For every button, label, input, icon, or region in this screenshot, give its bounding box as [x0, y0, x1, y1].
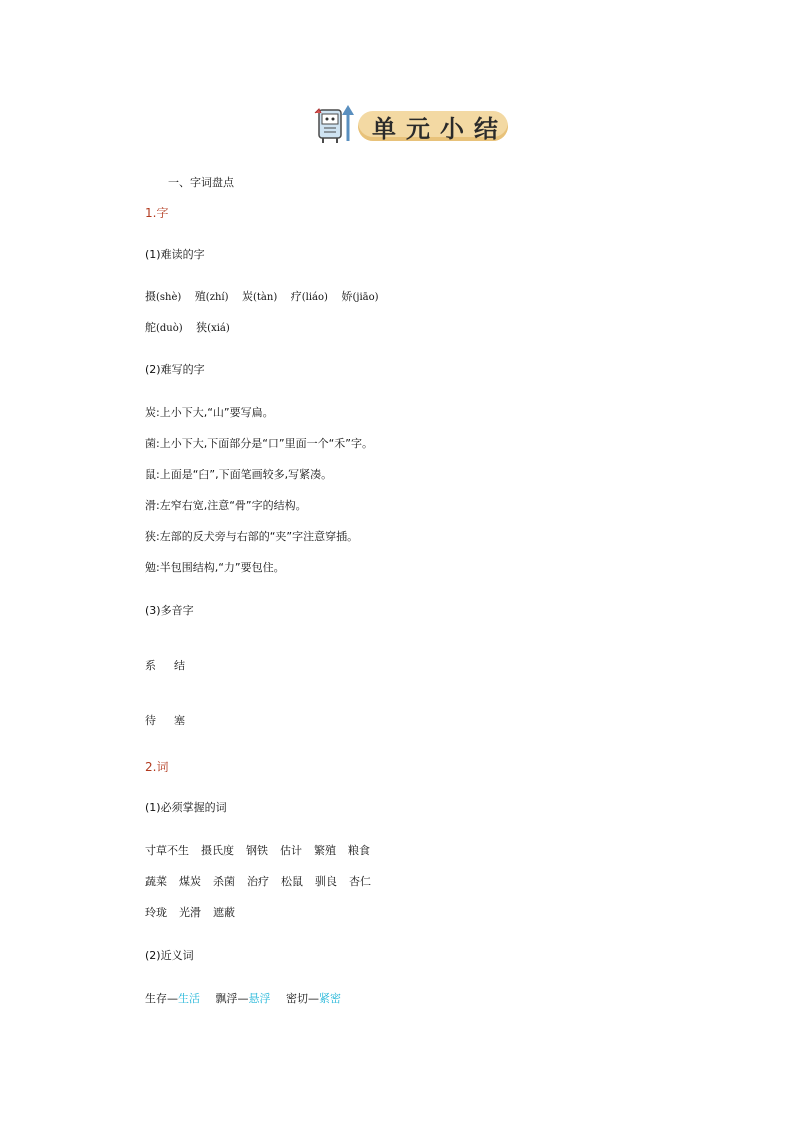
vocab-word: 松鼠	[281, 875, 303, 888]
char-item: 娇(jiāo)	[341, 290, 379, 303]
words-row-2	[145, 875, 383, 889]
vocab-word: 粮食	[348, 844, 370, 857]
subsection-characters: 1.字	[145, 206, 169, 220]
vocab-word: 寸草不生	[145, 844, 189, 857]
vocab-word: 钢铁	[246, 844, 268, 857]
polyphone-row-1	[145, 659, 185, 673]
vocab-word: 治疗	[247, 875, 269, 888]
synonym-pair: 密切—紧密	[286, 992, 341, 1005]
hard-write-item: 炭:上小下大,“山”要写扁。	[145, 406, 274, 419]
vocab-word: 繁殖	[314, 844, 336, 857]
char-item: 舵(duò)	[145, 321, 183, 334]
vocab-word: 蔬菜	[145, 875, 167, 888]
polyphone-char: 待	[145, 714, 156, 727]
vocab-word: 杀菌	[213, 875, 235, 888]
hard-read-row-1	[145, 290, 379, 305]
subsection-words: 2.词	[145, 760, 169, 774]
vocab-word: 煤炭	[179, 875, 201, 888]
polyphone-char: 结	[174, 659, 185, 672]
polyphone-char: 系	[145, 659, 156, 672]
words-row-3	[145, 906, 247, 920]
char-item: 炭(tàn)	[242, 290, 278, 303]
hard-write-item: 菌:上小下大,下面部分是“口”里面一个“禾”字。	[145, 437, 373, 450]
synonym-pair: 生存—生活	[145, 992, 200, 1005]
synonyms-row	[145, 992, 341, 1006]
hard-write-item: 狭:左部的反犬旁与右部的“夹”字注意穿插。	[145, 530, 359, 543]
vocab-word: 光滑	[179, 906, 201, 919]
synonyms-heading: (2)近义词	[145, 949, 194, 962]
char-item: 疗(liáo)	[290, 290, 328, 303]
vocab-word: 摄氏度	[201, 844, 234, 857]
hard-write-item: 勉:半包围结构,“力”要包住。	[145, 561, 285, 574]
polyphone-heading: (3)多音字	[145, 604, 194, 617]
char-item: 摄(shè)	[145, 290, 182, 303]
synonym-pair: 飘浮—悬浮	[215, 992, 271, 1005]
vocab-word: 驯良	[315, 875, 337, 888]
hard-write-item: 滑:左窄右宽,注意“骨”字的结构。	[145, 499, 307, 512]
words-row-1	[145, 844, 382, 858]
unit-summary-banner	[312, 101, 512, 145]
vocab-word: 遮蔽	[213, 906, 235, 919]
hard-read-row-2	[145, 321, 230, 336]
polyphone-char: 塞	[174, 714, 185, 727]
must-master-heading: (1)必须掌握的词	[145, 801, 227, 814]
vocab-word: 估计	[280, 844, 302, 857]
book-mascot-icon	[312, 101, 358, 145]
section-title: 一、字词盘点	[168, 176, 234, 189]
vocab-word: 杏仁	[349, 875, 371, 888]
char-item: 狭(xiá)	[196, 321, 230, 334]
vocab-word: 玲珑	[145, 906, 167, 919]
page-title: 单元小结	[372, 114, 508, 143]
hard-write-item: 鼠:上面是“臼”,下面笔画较多,写紧凑。	[145, 468, 333, 481]
polyphone-row-2	[145, 714, 185, 728]
hard-to-read-heading: (1)难读的字	[145, 248, 205, 261]
hard-to-write-heading: (2)难写的字	[145, 363, 205, 376]
char-item: 殖(zhí)	[194, 290, 229, 303]
